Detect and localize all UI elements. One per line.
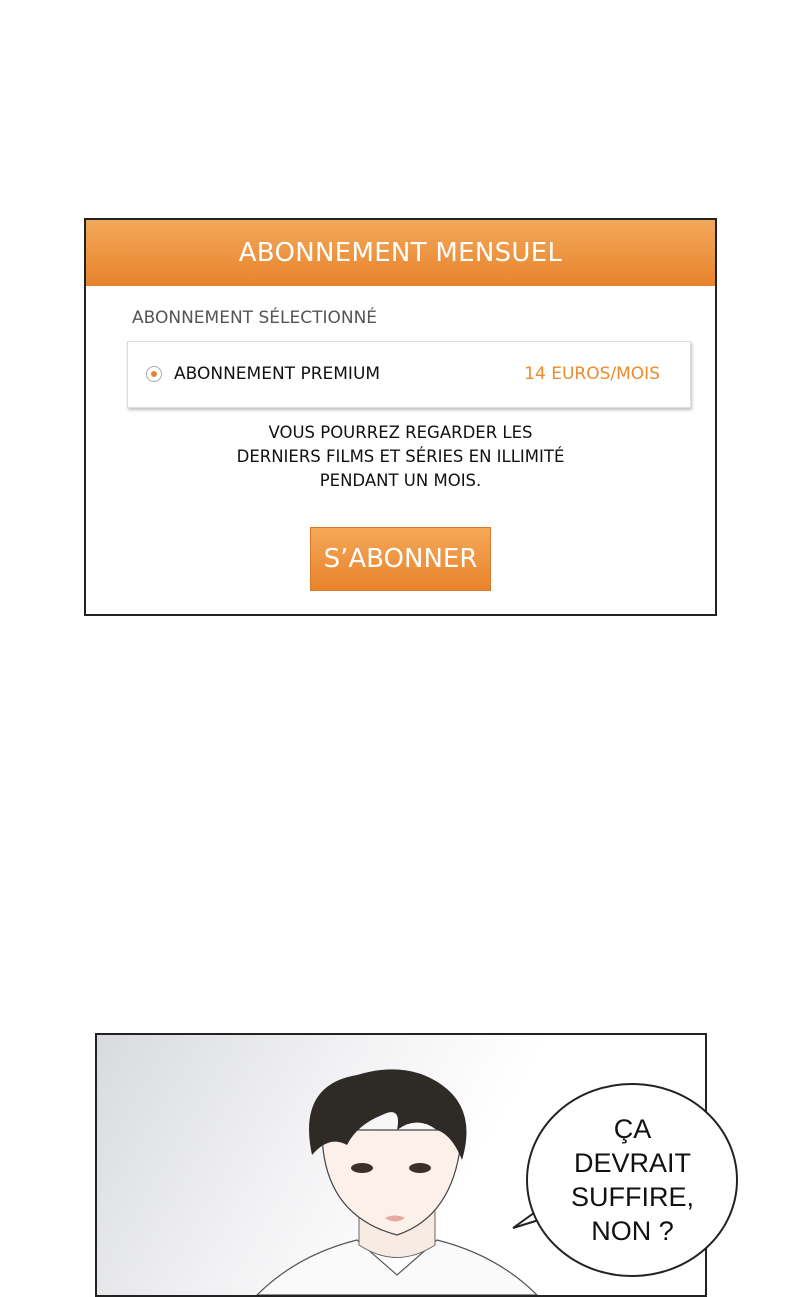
bubble-line: SUFFIRE, [570,1182,694,1212]
plan-name: ABONNEMENT PREMIUM [174,364,381,384]
subscribe-button[interactable]: S’ABONNER [310,527,491,591]
bubble-line: DEVRAIT [573,1148,692,1178]
description-line: VOUS POURREZ REGARDER LES [268,423,533,442]
description-line: PENDANT UN MOIS. [319,471,482,490]
bubble-line: NON ? [591,1216,674,1246]
plan-price: 14 EUROS/MOIS [524,364,660,384]
selected-plan-label: ABONNEMENT SÉLECTIONNÉ [132,308,378,328]
speech-bubble-text [540,1112,725,1248]
bubble-line: ÇA [613,1114,652,1144]
card-title: ABONNEMENT MENSUEL [86,220,715,286]
description-line: DERNIERS FILMS ET SÉRIES EN ILLIMITÉ [236,447,565,466]
